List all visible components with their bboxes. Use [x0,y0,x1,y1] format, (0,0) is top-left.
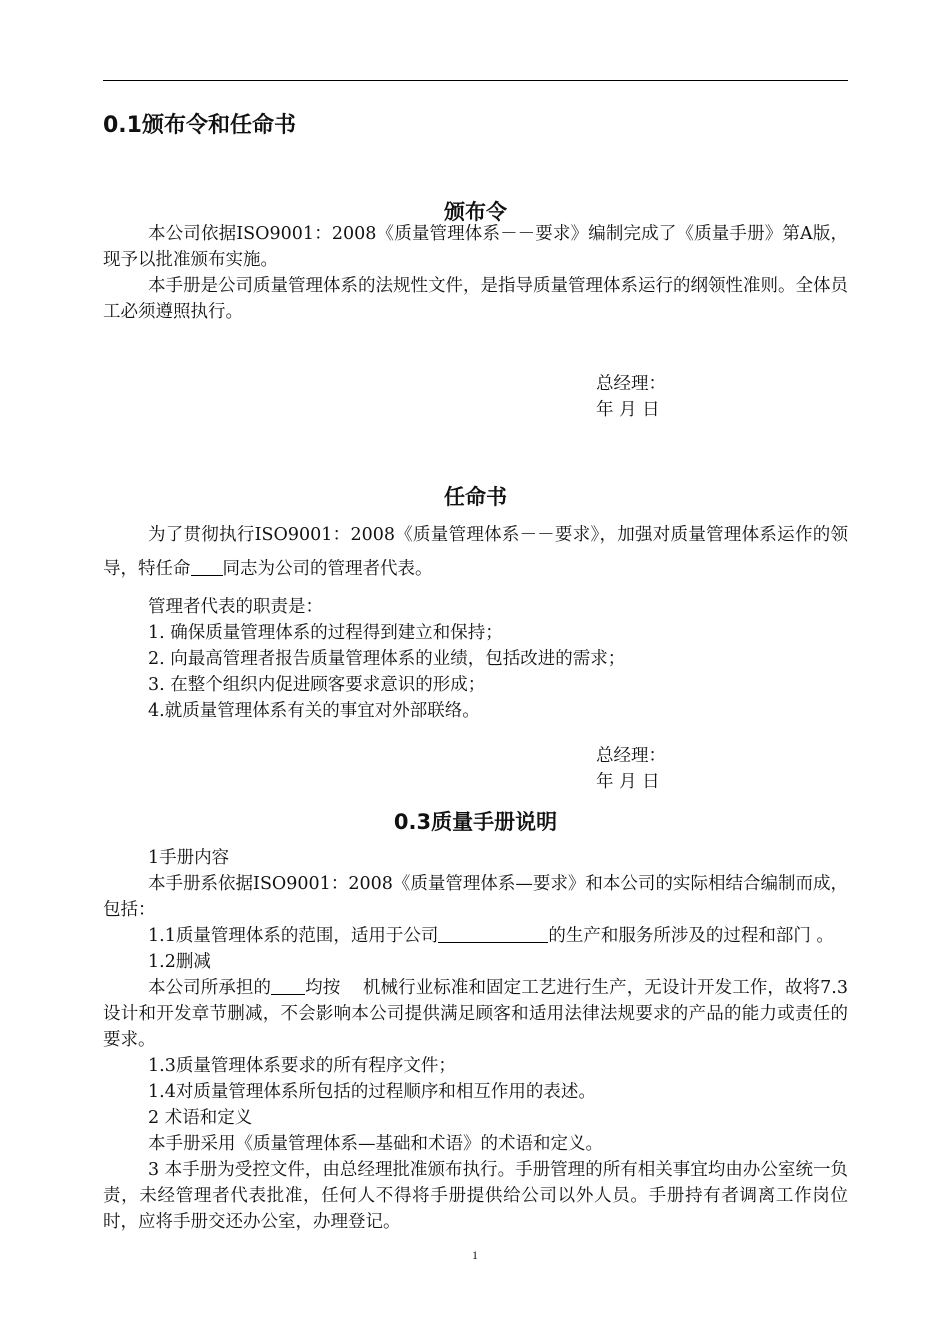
manual-section-3: 3 本手册为受控文件，由总经理批准颁布执行。手册管理的所有相关事宜均由办公室统一负责，未经管理者代表批准，任何人不得将手册提供给公司以外人员。手册持有者调离工作岗位时，应将手册交还办公室，办理登记。 [103,1160,848,1232]
company-name-blank [438,924,548,943]
manual-item-1-4: 1.4对质量管理体系所包括的过程顺序和相互作用的表述。 [148,1082,596,1102]
manual-section-2-paragraph: 本手册采用《质量管理体系—基础和术语》的术语和定义。 [148,1134,603,1154]
product-blank [271,976,305,995]
duty-item: 1. 确保质量管理体系的过程得到建立和保持； [148,623,503,643]
duty-item: 3. 在整个组织内促进顾客要求意识的形成； [148,675,486,695]
duties-heading: 管理者代表的职责是： [148,597,323,617]
manual-exclusion-paragraph [103,975,848,1053]
header-rule [103,80,848,81]
decree-paragraph-2: 本手册是公司质量管理体系的法规性文件，是指导质量管理体系运行的纲领性准则。全体员工必须遵照执行。 [103,276,848,322]
manual-body [103,845,848,1235]
exclusion-text-b: 均按 [305,978,341,998]
duty-item: 4.就质量管理体系有关的事宜对外部联络。 [148,701,480,721]
appointee-blank [191,557,223,576]
manual-section-1-paragraph: 本手册系依据ISO9001：2008《质量管理体系—要求》和本公司的实际相结合编制而成，包括： [103,874,848,920]
appointment-signature [596,743,666,795]
item-1-1-text-b: 的生产和服务所涉及的过程和部门 。 [548,926,834,946]
appointment-body [103,518,848,586]
appointment-signer: 总经理： [596,746,666,766]
manual-section-2: 2 术语和定义 [148,1108,253,1128]
section-title: 0.1颁布令和任命书 [103,113,296,138]
manual-item-1-2: 1.2删减 [148,952,211,972]
decree-paragraph-1: 本公司依据ISO9001：2008《质量管理体系－－要求》编制完成了《质量手册》第A版，现予以批准颁布实施。 [103,224,848,270]
duties-list [103,594,848,724]
decree-title: 颁布令 [444,200,507,224]
appointment-text-b: 同志为公司的管理者代表。 [222,559,433,579]
manual-section-1: 1手册内容 [148,848,230,868]
appointment-paragraph [103,518,848,586]
appointment-title: 任命书 [444,485,507,509]
item-1-1-text-a: 1.1质量管理体系的范围，适用于公司 [148,926,439,946]
manual-item-1-1 [103,923,848,949]
decree-signer: 总经理： [596,374,666,394]
appointment-date: 年 月 日 [596,772,660,792]
decree-date: 年 月 日 [596,400,660,420]
exclusion-text-a: 本公司所承担的 [148,978,272,998]
appointment-text-a: 为了贯彻执行ISO9001：2008《质量管理体系－－要求》，加强对质量管理体系运作的领导，特任命 [103,525,848,579]
manual-title: 0.3质量手册说明 [393,810,558,834]
decree-signature [596,371,666,423]
manual-item-1-3: 1.3质量管理体系要求的所有程序文件； [148,1056,456,1076]
exclusion-text-c: 机械行业标准和固定工艺进行生产，无设计开发工作，故将7.3设计和开发章节删减，不会影响本公司提供满足顾客和适用法律法规要求的产品的能力或责任的要求。 [103,978,848,1050]
duty-item: 2. 向最高管理者报告质量管理体系的业绩，包括改进的需求； [148,649,626,669]
page-number: 1 [472,1248,478,1262]
decree-body [103,221,848,325]
